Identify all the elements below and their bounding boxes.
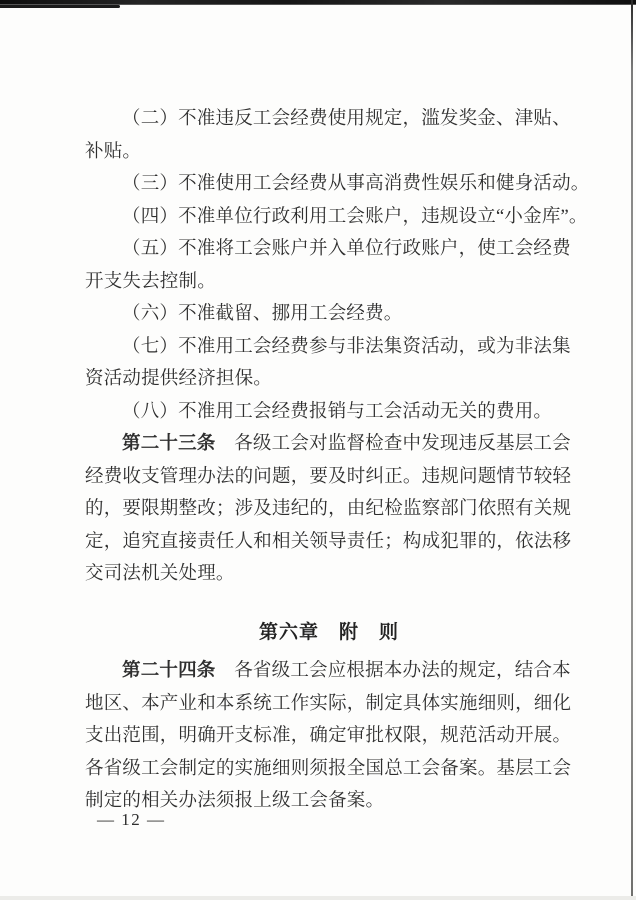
text-line: 补贴。 bbox=[85, 141, 142, 162]
document-body bbox=[85, 103, 590, 818]
article-24-text: 各省级工会应根据本办法的规定，结合本 bbox=[215, 661, 571, 681]
text-line: 的，要限期整改；涉及违纪的，由纪检监察部门依照有关规 bbox=[85, 499, 572, 519]
text-line: （二）不准违反工会经费使用规定，滥发奖金、津贴、 bbox=[122, 109, 571, 129]
text-line: 交司法机关处理。 bbox=[85, 564, 235, 584]
text-line: 各省级工会制定的实施细则须报全国总工会备案。基层工会 bbox=[85, 758, 572, 779]
text-line: （六）不准截留、挪用工会经费。 bbox=[122, 304, 403, 324]
article-23-number: 第二十三条 bbox=[122, 434, 216, 454]
text-line: （四）不准单位行政利用工会账户，违规设立“小金库”。 bbox=[122, 206, 588, 227]
text-line: 定，追究直接责任人和相关领导责任；构成犯罪的，依法移 bbox=[85, 531, 572, 552]
scan-edge-top bbox=[0, 0, 636, 5]
scan-edge-bottom bbox=[0, 896, 636, 900]
page-number: — 12 — bbox=[97, 810, 166, 829]
text-line: 地区、本产业和本系统工作实际，制定具体实施细则，细化 bbox=[85, 693, 572, 714]
text-line: （五）不准将工会账户并入单位行政账户，使工会经费 bbox=[122, 239, 571, 259]
text-line-article-24 bbox=[85, 655, 573, 688]
scan-edge-right bbox=[631, 0, 633, 900]
text-line: 经费收支管理办法的问题，要及时纠正。违规问题情节较轻 bbox=[85, 466, 572, 487]
text-line: （七）不准用工会经费参与非法集资活动，或为非法集 bbox=[122, 336, 571, 357]
text-line: 开支失去控制。 bbox=[85, 271, 216, 292]
text-line: 资活动提供经济担保。 bbox=[85, 369, 273, 389]
text-line-article-23 bbox=[85, 428, 573, 461]
text-line: 制定的相关办法须报上级工会备案。 bbox=[85, 791, 385, 811]
article-23-text: 各级工会对监督检查中发现违反基层工会 bbox=[215, 434, 571, 454]
chapter-heading: 第六章 附 则 bbox=[258, 621, 399, 643]
text-line: 支出范围，明确开支标准，确定审批权限，规范活动开展。 bbox=[85, 726, 572, 746]
text-line: （八）不准用工会经费报销与工会活动无关的费用。 bbox=[122, 401, 553, 422]
article-24-number: 第二十四条 bbox=[122, 661, 216, 681]
text-line: （三）不准使用工会经费从事高消费性娱乐和健身活动。 bbox=[122, 174, 590, 194]
